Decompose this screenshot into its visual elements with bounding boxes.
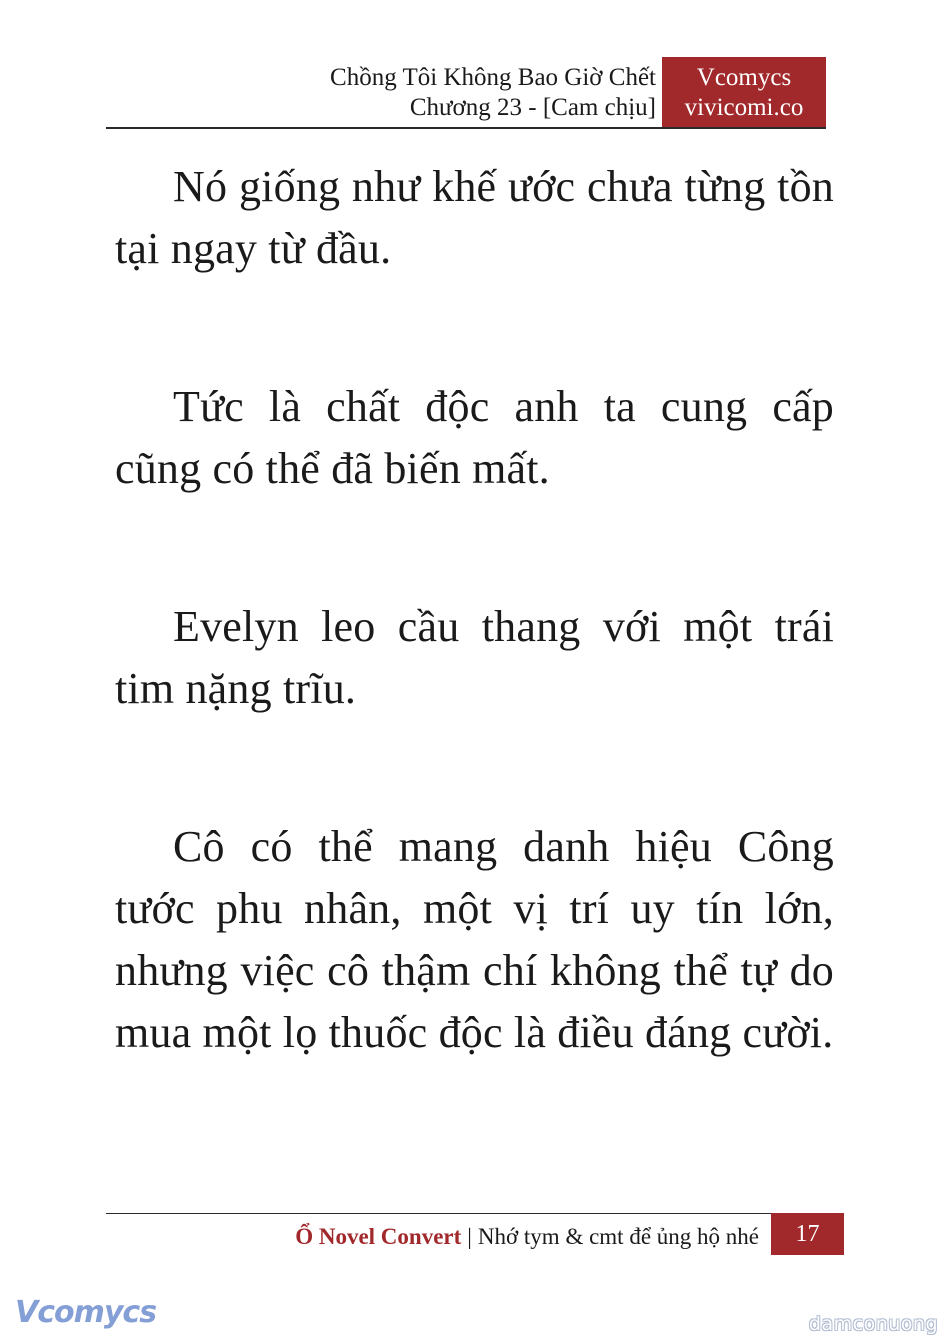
page-body — [115, 156, 834, 1160]
page-number: 17 — [771, 1213, 844, 1255]
chapter-title: Chương 23 - [Cam chịu] — [409, 94, 656, 121]
paragraph-4: Cô có thể mang danh hiệu Công tước phu nhân, một vị trí uy tín lớn, nhưng việc cô thậm chí không thể tự do mua một lọ thuốc độc là điều đáng cười. — [115, 822, 834, 1057]
paragraph-3: Evelyn leo cầu thang với một trái tim nặng trĩu. — [115, 602, 834, 713]
brand-name: Vcomycs — [696, 64, 792, 91]
header-divider — [106, 127, 826, 129]
footer-separator: | — [467, 1224, 472, 1249]
header-brand-box — [662, 57, 826, 129]
watermark: damconuong — [808, 1313, 938, 1335]
footer-message: Nhớ tym & cmt để ủng hộ nhé — [477, 1224, 759, 1249]
book-title: Chồng Tôi Không Bao Giờ Chết — [330, 64, 656, 91]
vcomycs-logo: Vcomycs — [15, 1295, 157, 1330]
paragraph-2: Tức là chất độc anh ta cung cấp cũng có thể đã biến mất. — [115, 382, 834, 493]
brand-site: vivicomi.co — [684, 94, 804, 121]
header-titles — [330, 63, 656, 123]
page-footer — [106, 1213, 844, 1257]
footer-brand: Ổ Novel Convert — [295, 1224, 462, 1249]
footer-divider — [106, 1213, 771, 1214]
footer-text — [295, 1222, 759, 1252]
page-header — [106, 57, 826, 129]
paragraph-1: Nó giống như khế ước chưa từng tồn tại ngay từ đầu. — [115, 162, 834, 273]
